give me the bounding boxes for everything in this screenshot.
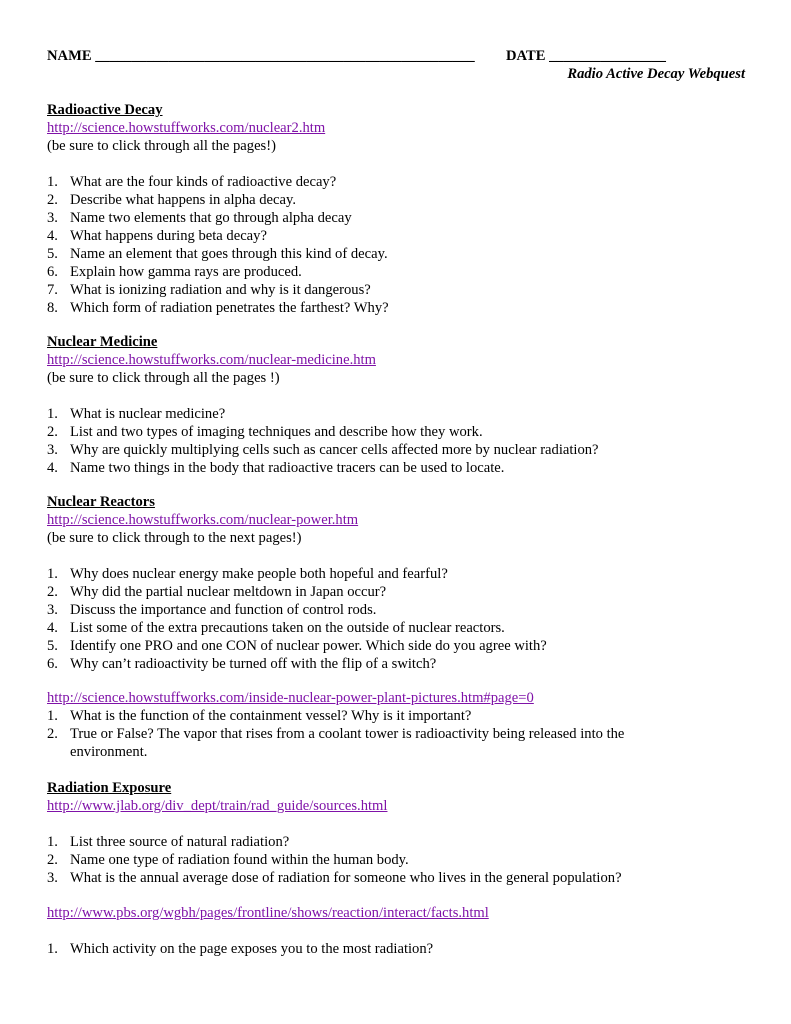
section-note: (be sure to click through all the pages !): [47, 370, 280, 386]
question-text: Name two elements that go through alpha decay: [70, 210, 352, 226]
question-text: List and two types of imaging techniques and describe how they work.: [70, 424, 483, 440]
list-item: 3. Name two elements that go through alpha decay: [47, 210, 352, 226]
section-radioactive-decay: [47, 101, 757, 317]
question-text: Why are quickly multiplying cells such as cancer cells affected more by nuclear radiation?: [70, 442, 599, 458]
section-note: (be sure to click through all the pages!): [47, 138, 276, 154]
list-item: 2. Describe what happens in alpha decay.: [47, 192, 296, 208]
section-power-plant-pictures: [47, 689, 757, 761]
question-text: Why does nuclear energy make people both hopeful and fearful?: [70, 566, 448, 582]
question-text: What is nuclear medicine?: [70, 406, 226, 422]
list-item: 4. Name two things in the body that radioactive tracers can be used to locate.: [47, 460, 505, 476]
section-nuclear-medicine: [47, 333, 757, 477]
section-link[interactable]: http://science.howstuffworks.com/nuclear-medicine.htm: [47, 352, 376, 368]
header-row: [47, 47, 747, 65]
section-nuclear-reactors: [47, 493, 757, 673]
question-list: [47, 707, 757, 761]
list-item: 6. Why can’t radioactivity be turned off with the flip of a switch?: [47, 656, 437, 672]
question-list: [47, 940, 757, 958]
section-heading: Radioactive Decay: [47, 102, 163, 118]
list-item: 3. What is the annual average dose of radiation for someone who lives in the general population?: [47, 870, 622, 886]
question-list: [47, 833, 757, 887]
question-list: [47, 405, 757, 477]
list-item: 4. What happens during beta decay?: [47, 228, 267, 244]
question-text: What is ionizing radiation and why is it dangerous?: [70, 282, 371, 298]
name-field-label: NAME ____________________________________________________: [47, 48, 475, 64]
question-text: Which activity on the page exposes you to the most radiation?: [70, 941, 434, 957]
list-item: 2. Name one type of radiation found within the human body.: [47, 852, 409, 868]
question-text: What happens during beta decay?: [70, 228, 267, 244]
list-item: 8. Which form of radiation penetrates the farthest? Why?: [47, 300, 389, 316]
section-radiation-exposure: [47, 779, 757, 887]
section-link[interactable]: http://science.howstuffworks.com/nuclear-power.htm: [47, 512, 359, 528]
question-text: Identify one PRO and one CON of nuclear power. Which side do you agree with?: [70, 638, 547, 654]
list-item: 4. List some of the extra precautions taken on the outside of nuclear reactors.: [47, 620, 505, 636]
question-list: [47, 565, 757, 673]
list-item: 3. Discuss the importance and function of control rods.: [47, 602, 377, 618]
list-item: 1. What is the function of the containment vessel? Why is it important?: [47, 708, 472, 724]
list-item: 1. What is nuclear medicine?: [47, 406, 226, 422]
section-link[interactable]: http://www.pbs.org/wgbh/pages/frontline/shows/reaction/interact/facts.html: [47, 905, 489, 921]
question-text: List some of the extra precautions taken on the outside of nuclear reactors.: [70, 620, 505, 636]
section-frontline-facts: [47, 904, 757, 958]
question-text: True or False? The vapor that rises from a coolant tower is radioactivity being released into the environment.: [70, 726, 625, 760]
question-text: Explain how gamma rays are produced.: [70, 264, 302, 280]
question-text: Name an element that goes through this kind of decay.: [70, 246, 388, 262]
section-note: (be sure to click through to the next pages!): [47, 530, 302, 546]
list-item: 6. Explain how gamma rays are produced.: [47, 264, 302, 280]
section-link[interactable]: http://science.howstuffworks.com/nuclear2.htm: [47, 120, 326, 136]
list-item: 2. Why did the partial nuclear meltdown in Japan occur?: [47, 584, 387, 600]
question-text: Which form of radiation penetrates the farthest? Why?: [70, 300, 389, 316]
list-item: 7. What is ionizing radiation and why is it dangerous?: [47, 282, 371, 298]
question-text: List three source of natural radiation?: [70, 834, 290, 850]
question-text: Describe what happens in alpha decay.: [70, 192, 296, 208]
question-list: [47, 173, 757, 317]
list-item: 5. Name an element that goes through this kind of decay.: [47, 246, 388, 262]
section-heading: Radiation Exposure: [47, 780, 172, 796]
list-item: 2. List and two types of imaging techniques and describe how they work.: [47, 424, 483, 440]
list-item: 5. Identify one PRO and one CON of nuclear power. Which side do you agree with?: [47, 638, 547, 654]
section-link[interactable]: http://science.howstuffworks.com/inside-nuclear-power-plant-pictures.htm#page=0: [47, 690, 534, 706]
document-title: Radio Active Decay Webquest: [567, 66, 745, 82]
section-heading: Nuclear Medicine: [47, 334, 158, 350]
section-link[interactable]: http://www.jlab.org/div_dept/train/rad_guide/sources.html: [47, 798, 388, 814]
list-item: 1. Why does nuclear energy make people both hopeful and fearful?: [47, 566, 448, 582]
list-item: 2. True or False? The vapor that rises from a coolant tower is radioactivity being released into the environment.: [47, 726, 625, 760]
question-text: Name two things in the body that radioactive tracers can be used to locate.: [70, 460, 505, 476]
question-text: Name one type of radiation found within the human body.: [70, 852, 409, 868]
list-item: 3. Why are quickly multiplying cells such as cancer cells affected more by nuclear radiation?: [47, 442, 599, 458]
list-item: 1. List three source of natural radiation?: [47, 834, 290, 850]
question-text: Discuss the importance and function of control rods.: [70, 602, 377, 618]
question-text: Why can’t radioactivity be turned off with the flip of a switch?: [70, 656, 437, 672]
list-item: 1. Which activity on the page exposes you to the most radiation?: [47, 941, 434, 957]
question-text: What is the annual average dose of radiation for someone who lives in the general population?: [70, 870, 622, 886]
question-text: What are the four kinds of radioactive decay?: [70, 174, 337, 190]
date-field-label: DATE ________________: [506, 48, 666, 64]
section-heading: Nuclear Reactors: [47, 494, 155, 510]
question-text: What is the function of the containment vessel? Why is it important?: [70, 708, 472, 724]
list-item: 1. What are the four kinds of radioactive decay?: [47, 174, 337, 190]
question-text: Why did the partial nuclear meltdown in Japan occur?: [70, 584, 387, 600]
